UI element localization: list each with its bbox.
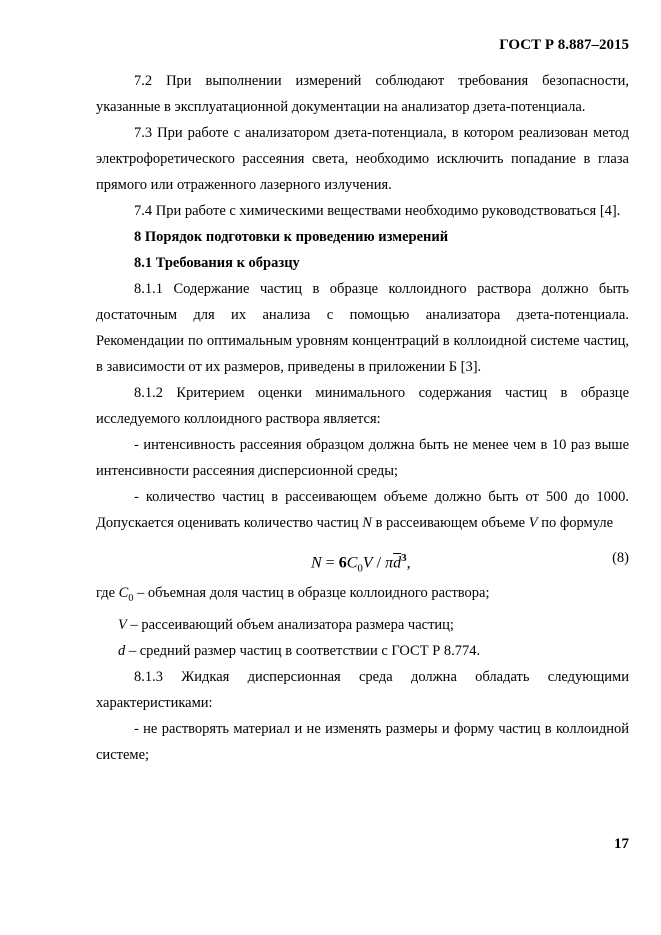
where-clause-d: d – средний размер частиц в соответствии с ГОСТ Р 8.774. — [118, 642, 481, 659]
page-body — [96, 68, 629, 768]
section-heading-8: 8 Порядок подготовки к проведению измерений — [134, 229, 449, 245]
page-number: 17 — [614, 836, 629, 852]
formula-8 — [96, 536, 629, 580]
paragraph-7-4: 7.4 При работе с химическими веществами необходимо руководствоваться [4]. — [134, 203, 621, 219]
paragraph-8-1-2: 8.1.2 Критерием оценки минимального содержания частиц в образце исследуемого коллоидного раствора является: — [96, 385, 629, 427]
paragraph-7-2: 7.2 При выполнении измерений соблюдают требования безопасности, указанные в эксплуатационной документации на анализатор дзета-потенциала. — [96, 73, 629, 115]
formula-expression: $N = 6C_0V / \pi\overline{d}^3$, — [311, 552, 411, 575]
list-item-dissolve: - не растворять материал и не изменять размеры и форму частиц в коллоидной системе; — [96, 720, 629, 763]
subsection-heading-8-1: 8.1 Требования к образцу — [134, 255, 300, 271]
where-clause-c0: где $C_0$ – объемная доля частиц в образце коллоидного раствора; — [96, 585, 490, 604]
formula-number: (8) — [612, 550, 629, 566]
document-header: ГОСТ Р 8.887–2015 — [499, 37, 629, 53]
where-clause-v: V – рассеивающий объем анализатора размера частиц; — [118, 616, 454, 633]
list-item-particle-count: - количество частиц в рассеивающем объеме должно быть от 500 до 1000. Допускается оценивать количество частиц N в рассеивающем объеме V по формуле — [96, 489, 629, 531]
paragraph-8-1-3: 8.1.3 Жидкая дисперсионная среда должна обладать следующими характеристиками: — [96, 668, 629, 711]
list-item-intensity: - интенсивность рассеяния образцом должна быть не менее чем в 10 раз выше интенсивности рассеяния дисперсионной среды; — [96, 437, 629, 479]
paragraph-8-1-1: 8.1.1 Содержание частиц в образце коллоидного раствора должно быть достаточным для их анализа с помощью анализатора дзета-потенциала. Рекомендации по оптимальным уровням концентраций в коллоидной системе частиц, в зависимости от их размеров, приведены в приложении Б [3]. — [96, 281, 629, 375]
paragraph-7-3: 7.3 При работе с анализатором дзета-потенциала, в котором реализован метод электрофоретического рассеяния света, необходимо исключить попадание в глаза прямого или отраженного лазерного излучения. — [96, 125, 629, 193]
